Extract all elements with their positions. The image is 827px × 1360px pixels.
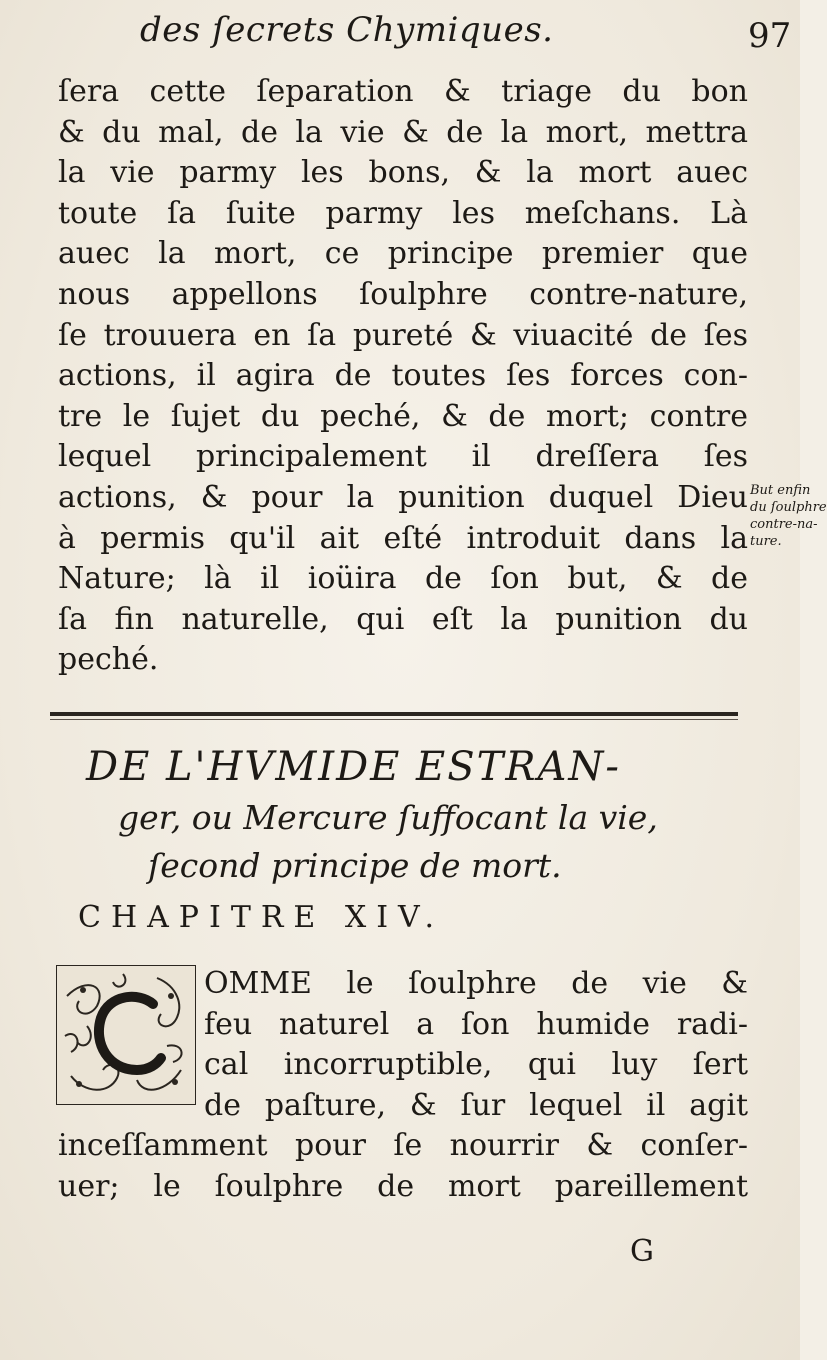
text-line: OMME le ſoulphre de vie & — [204, 966, 748, 1001]
text-line: ſe trouuera en ſa pureté & viuacité de ſes — [58, 317, 748, 353]
page-number: 97 — [748, 16, 792, 56]
text-line: tre le ſujet du peché, & de mort; contre — [58, 398, 748, 434]
heading-line-3: ſecond principe de mort. — [148, 846, 562, 885]
text-line: à permis qu'il ait eſté introduit dans la — [58, 520, 748, 556]
margin-note-line: ture. — [750, 534, 782, 549]
body-paragraph — [58, 72, 748, 681]
text-line: actions, & pour la punition duquel Dieu — [58, 479, 748, 515]
section-rule-thin — [50, 719, 738, 720]
text-line: ſera cette ſeparation & triage du bon — [58, 74, 748, 109]
chapter-heading — [58, 740, 748, 890]
running-head — [0, 10, 800, 70]
text-line: peché. — [58, 642, 159, 678]
text-line: feu naturel a ſon humide radi- — [204, 1006, 748, 1042]
text-line: nous appellons ſoulphre contre-nature, — [58, 276, 748, 312]
text-line: Nature; là il ioüira de ſon but, & de — [58, 561, 748, 597]
text-line: & du mal, de la vie & de la mort, mettra — [58, 114, 748, 150]
margin-note-line: contre-na- — [750, 517, 818, 532]
running-title: des ſecrets Chymiques. — [140, 10, 554, 50]
first-paragraph — [58, 964, 748, 1208]
text-line: auec la mort, ce principe premier que — [58, 236, 748, 272]
text-line: lequel principalement il dreſſera ſes — [58, 439, 748, 475]
heading-line-1: DE L'HVMIDE ESTRAN- — [86, 744, 621, 790]
chapter-number: CHAPITRE XIV. — [78, 900, 445, 935]
text-line: actions, il agira de toutes ſes forces con- — [58, 358, 748, 394]
margin-note — [750, 482, 827, 550]
heading-line-2: ger, ou Mercure ſuffocant la vie, — [118, 798, 658, 837]
margin-note-line: du ſoulphre — [750, 500, 827, 515]
text-line: ſa fin naturelle, qui eſt la punition du — [58, 601, 748, 637]
text-line: la vie parmy les bons, & la mort auec — [58, 155, 748, 191]
margin-note-line: But enfin — [750, 483, 811, 498]
text-line: de paſture, & ſur lequel il agit — [204, 1087, 748, 1123]
signature-mark: G — [630, 1234, 654, 1269]
text-line: cal incorruptible, qui luy ſert — [204, 1047, 748, 1083]
section-rule — [50, 712, 738, 716]
text-line: toute ſa ſuite parmy les meſchans. Là — [58, 195, 748, 231]
text-line: uer; le ſoulphre de mort pareillement — [58, 1168, 748, 1204]
text-line: inceſſamment pour ſe nourrir & conſer- — [58, 1128, 748, 1164]
